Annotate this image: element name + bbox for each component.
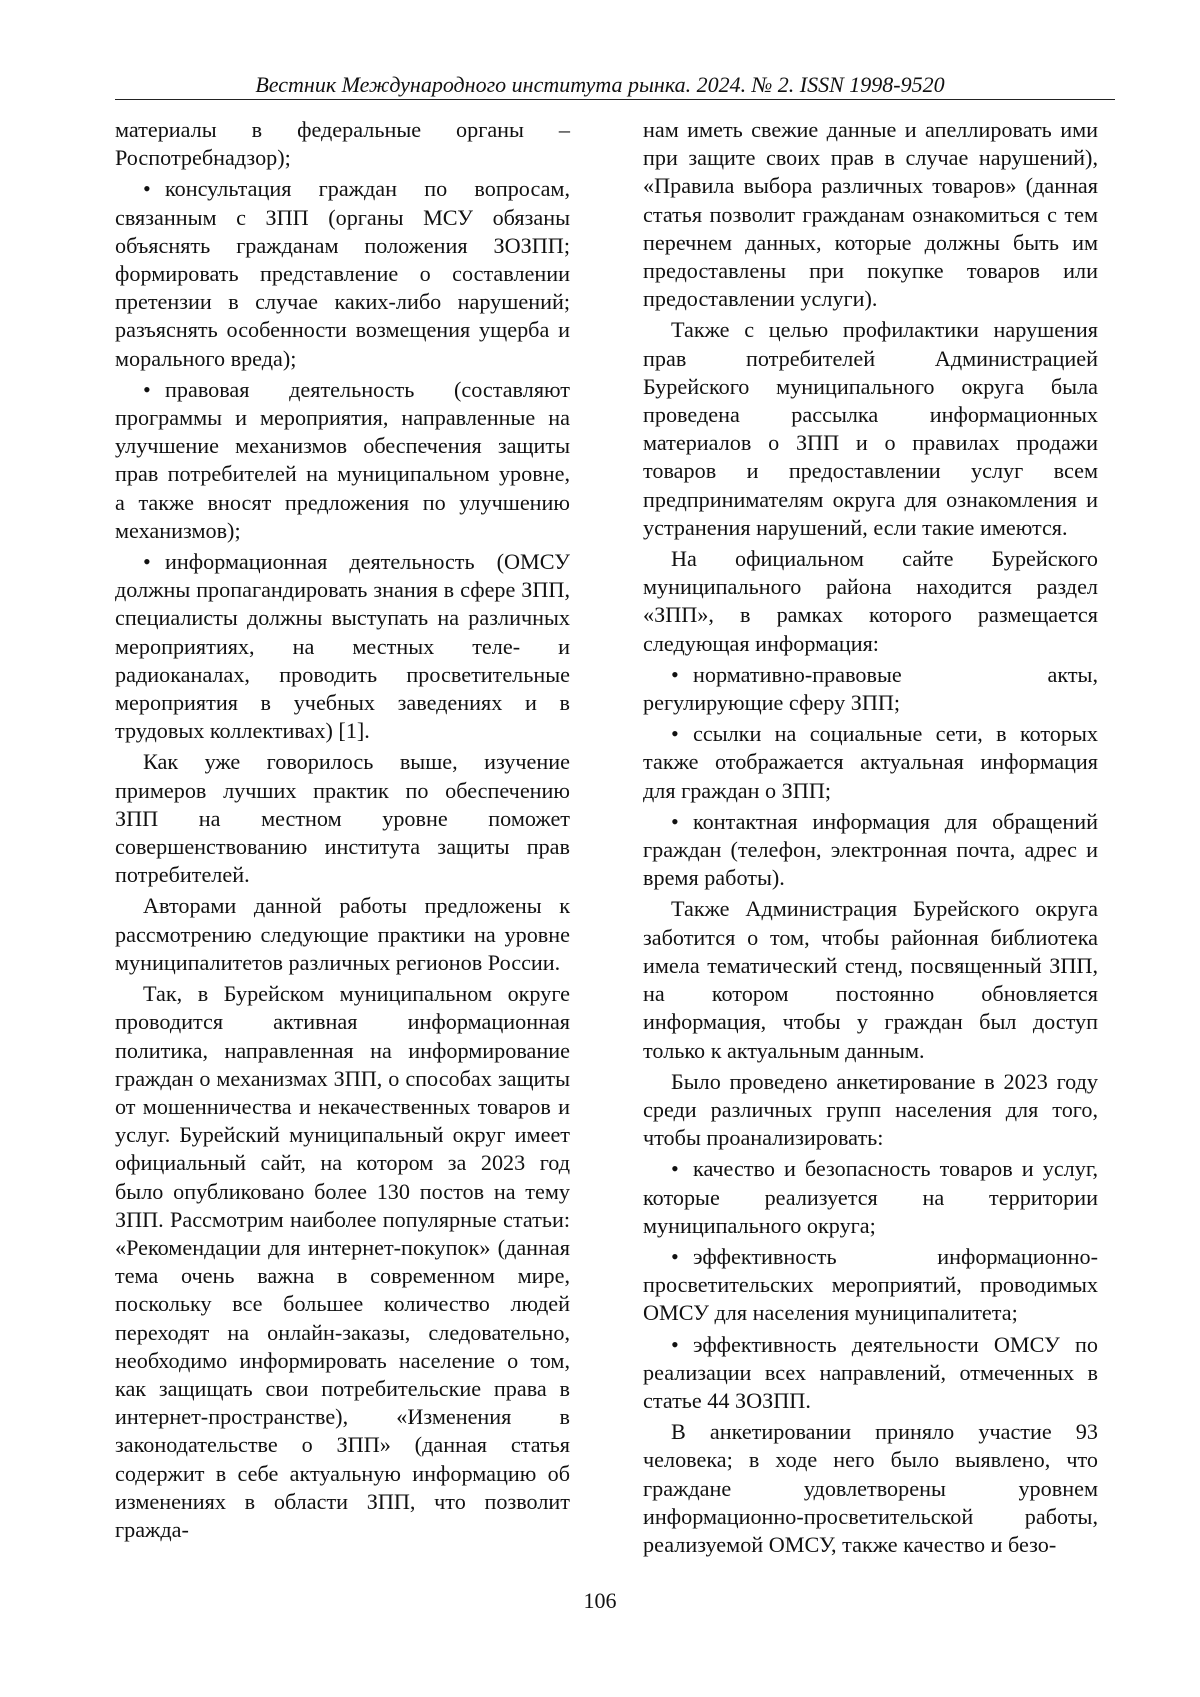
paragraph-continuation [115, 116, 570, 172]
bullet-icon: • [671, 1331, 679, 1357]
paragraph-text: Как уже говорилось выше, изучение примеров лучших практик по обеспечению ЗПП на местном уровне поможет совершенствованию института защиты прав потребителей. [115, 749, 570, 888]
paragraph-text: нормативно-правовые акты, регулирующие сферу ЗПП; [643, 661, 1098, 716]
right-column [643, 116, 1098, 1559]
bullet-icon: • [143, 176, 151, 202]
bullet-item [115, 376, 570, 545]
paragraph-text: правовая деятельность (составляют программы и мероприятия, направленные на улучшение механизмов обеспечения защиты прав потребителей на муниципальном уровне, а также вносят предложения по улучшению механизмов); [115, 376, 570, 543]
bullet-item [643, 1331, 1098, 1416]
paragraph [643, 316, 1098, 542]
paragraph [115, 748, 570, 889]
paragraph [643, 895, 1098, 1064]
paragraph [643, 1418, 1098, 1559]
paragraph [115, 892, 570, 977]
paragraph-text: Также Администрация Бурейского округа заботится о том, чтобы районная библиотека имела тематический стенд, посвященный ЗПП, на котором постоянно обновляется информация, чтобы у граждан был доступ только к актуальным данным. [643, 896, 1098, 1063]
paragraph-text: Так, в Бурейском муниципальном округе проводится активная информационная политика, направленная на информирование граждан о механизмах ЗПП, о способах защиты от мошенничества и некачественных товаров и услуг. Бурейский муниципальный округ имеет официальный сайт, на котором за 2023 год было опубликовано более 130 постов на тему ЗПП. Рассмотрим наиболее популярные статьи: «Рекомендации для интернет-покупок» (данная тема очень важна в современном мире, поскольку все большее количество людей переходят на онлайн-заказы, следовательно, необходимо информировать население о том, как защищать свои потребительские права в интернет-пространстве), «Изменения в законодательстве о ЗПП» (данная статья содержит в себе актуальную информацию об изменениях в области ЗПП, что позволит гражда- [115, 981, 570, 1542]
paragraph [643, 545, 1098, 658]
paragraph-text: контактная информация для обращений граждан (телефон, электронная почта, адрес и время работы). [643, 808, 1098, 891]
paragraph-continuation [643, 116, 1098, 313]
bullet-item [643, 808, 1098, 893]
bullet-icon: • [671, 808, 679, 834]
bullet-icon: • [143, 549, 151, 575]
bullet-icon: • [143, 376, 151, 402]
paragraph-text: нам иметь свежие данные и апеллировать ими при защите своих прав в случае нарушений), «Правила выбора различных товаров» (данная статья позволит гражданам ознакомиться с тем перечнем данных, которые должны быть им предоставлены при покупке товаров или предоставлении услуги). [643, 117, 1098, 312]
bullet-icon: • [671, 661, 679, 687]
bullet-icon: • [671, 1243, 679, 1269]
paragraph-text: эффективность информационно-просветительских мероприятий, проводимых ОМСУ для населения муниципалитета; [643, 1243, 1098, 1326]
paragraph-text: Было проведено анкетирование в 2023 году среди различных групп населения для того, чтобы проанализировать: [643, 1068, 1098, 1151]
bullet-item [115, 548, 570, 745]
bullet-item [643, 1155, 1098, 1240]
paragraph-text: качество и безопасность товаров и услуг, которые реализуется на территории муниципального округа; [643, 1156, 1098, 1238]
paragraph-text: информационная деятельность (ОМСУ должны пропагандировать знания в сфере ЗПП, специалисты должны выступать на различных мероприятиях, на местных теле- и радиоканалах, проводить просветительные мероприятия в учебных заведениях и в трудовых коллективах) [1]. [115, 549, 570, 744]
bullet-item [643, 720, 1098, 805]
bullet-icon: • [671, 721, 679, 747]
paragraph-text: Авторами данной работы предложены к рассмотрению следующие практики на уровне муниципалитетов различных регионов России. [115, 893, 570, 975]
paragraph-text: материалы в федеральные органы – Роспотребнадзор); [115, 117, 570, 171]
bullet-icon: • [671, 1156, 679, 1182]
paragraph-text: В анкетировании приняло участие 93 человека; в ходе него было выявлено, что граждане удовлетворены уровнем информационно-просветительской работы, реализуемой ОМСУ, также качество и безо- [643, 1419, 1098, 1557]
paragraph-text: ссылки на социальные сети, в которых также отображается актуальная информация для граждан о ЗПП; [643, 721, 1098, 803]
paragraph-text: Также с целью профилактики нарушения прав потребителей Администрацией Бурейского муниципального округа была проведена рассылка информационных материалов о ЗПП и о правилах продажи товаров и предоставлении услуг всем предпринимателям округа для ознакомления и устранения нарушений, если такие имеются. [643, 317, 1098, 540]
bullet-item [115, 175, 570, 372]
bullet-item [643, 661, 1098, 717]
journal-header: Вестник Международного института рынка. 2024. № 2. ISSN 1998-9520 [255, 72, 945, 97]
paragraph-text: эффективность деятельности ОМСУ по реализации всех направлений, отмеченных в статье 44 ЗОЗПП. [643, 1331, 1098, 1413]
paragraph [115, 980, 570, 1544]
header-underline [115, 99, 1115, 100]
left-column [115, 116, 570, 1544]
paragraph [643, 1068, 1098, 1153]
page-number: 106 [583, 1588, 617, 1613]
paragraph-text: консультация граждан по вопросам, связанным с ЗПП (органы МСУ обязаны объяснять гражданам положения ЗОЗПП; формировать представление о составлении претензии в случае каких-либо нарушений; разъяснять особенности возмещения ущерба и морального вреда); [115, 176, 570, 371]
paragraph-text: На официальном сайте Бурейского муниципального района находится раздел «ЗПП», в рамках которого размещается следующая информация: [643, 546, 1098, 656]
bullet-item [643, 1243, 1098, 1328]
